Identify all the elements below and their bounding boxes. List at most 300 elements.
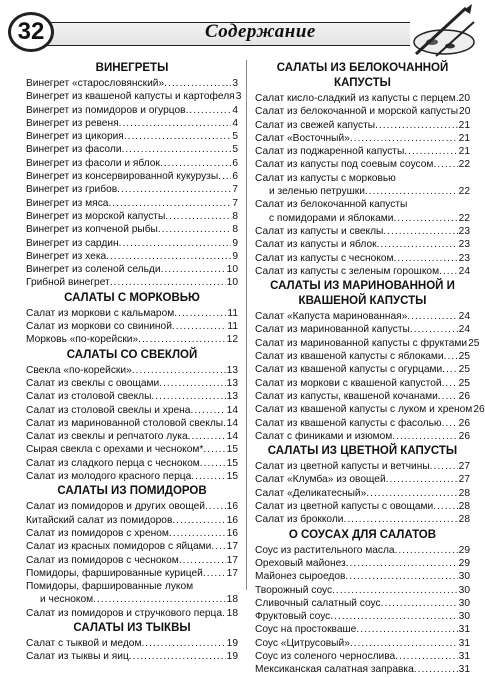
toc-entry[interactable] xyxy=(26,183,238,196)
entry-page-number: 5 xyxy=(232,131,238,143)
entry-title: Соус из растительного масла xyxy=(255,544,395,556)
contents-right-column xyxy=(255,60,485,677)
entry-page-number: 27 xyxy=(458,461,470,473)
entry-page-number: 10 xyxy=(226,277,238,289)
toc-entry[interactable] xyxy=(26,117,238,130)
entry-page-number: 13 xyxy=(226,377,238,389)
toc-entry[interactable] xyxy=(255,390,470,403)
entry-page-number: 21 xyxy=(458,146,470,158)
toc-entry[interactable] xyxy=(26,470,238,483)
dot-leader xyxy=(203,443,225,456)
entry-title: Салат из квашеной капусты с луком и хреном xyxy=(255,404,473,416)
toc-entry[interactable] xyxy=(255,212,470,225)
entry-title: Салат из квашеной капусты с фасолью xyxy=(255,417,442,429)
entry-page-number: 17 xyxy=(226,567,238,579)
toc-entry[interactable] xyxy=(26,430,238,443)
entry-page-number: 26 xyxy=(458,390,470,402)
toc-entry[interactable] xyxy=(255,544,470,557)
dot-leader xyxy=(365,185,458,198)
entry-title: Винегрет из консервированной кукурузы xyxy=(26,171,219,183)
toc-entry[interactable] xyxy=(255,460,470,473)
toc-entry[interactable] xyxy=(255,377,470,390)
entry-title: Салат из капусты и свеклы xyxy=(255,225,384,237)
toc-entry[interactable] xyxy=(255,92,470,105)
entry-title: Винегрет из цикория xyxy=(26,131,124,143)
entry-page-number: 5 xyxy=(232,144,238,156)
dot-leader xyxy=(161,263,226,276)
toc-entry[interactable] xyxy=(26,223,238,236)
entry-title: Винегрет из сардин xyxy=(26,237,119,249)
dot-leader xyxy=(172,320,227,333)
entry-title: Винегрет из помидоров и огурцов xyxy=(26,104,186,116)
dot-leader xyxy=(151,390,225,403)
dot-leader xyxy=(393,212,457,225)
entry-title: Салат из моркови со свининой xyxy=(26,321,172,333)
entry-title: Помидоры, фаршированные курицей xyxy=(26,567,203,579)
entry-page-number: 14 xyxy=(226,404,238,416)
dot-leader xyxy=(141,637,225,650)
toc-entry[interactable] xyxy=(255,310,470,323)
entry-title: Салат кисло-сладкий из капусты с перцем xyxy=(255,93,456,104)
dot-leader xyxy=(383,225,457,238)
entry-page-number: 15 xyxy=(226,457,238,469)
entry-page-number: 26 xyxy=(473,404,485,416)
toc-entry[interactable] xyxy=(255,158,470,171)
dot-leader xyxy=(392,430,457,443)
entry-title: Свекла «по-корейски» xyxy=(26,364,132,376)
entry-title: Салат «Деликатесный» xyxy=(255,487,367,499)
toc-entry[interactable] xyxy=(255,570,470,583)
entry-title: Соус на простокваше xyxy=(255,624,357,636)
toc-entry[interactable] xyxy=(26,500,238,513)
entry-page-number: 20 xyxy=(459,106,471,118)
section-heading: САЛАТЫ ИЗ ТЫКВЫ xyxy=(73,621,191,634)
entry-page-number: 8 xyxy=(232,224,238,236)
entry-title: и зеленью петрушки xyxy=(269,186,365,198)
entry-page-number: 11 xyxy=(227,321,238,333)
dot-leader xyxy=(442,363,457,376)
entry-title: Салат из белокочанной капусты xyxy=(255,199,408,211)
entry-title: Винегрет из хека xyxy=(26,250,107,262)
dot-leader xyxy=(132,364,226,377)
toc-entry[interactable] xyxy=(255,238,470,251)
toc-entry[interactable] xyxy=(26,417,238,430)
section-heading: О СОУСАХ ДЛЯ САЛАТОВ xyxy=(288,528,437,541)
toc-entry[interactable] xyxy=(26,554,238,567)
entry-title: Салат из капусты с зеленым горошком xyxy=(255,265,440,277)
entry-title: Салат из помидоров и стручкового перца xyxy=(26,607,223,619)
entry-page-number: 26 xyxy=(458,417,470,429)
dot-leader xyxy=(117,183,231,196)
entry-page-number: 29 xyxy=(458,557,470,569)
entry-page-number: 13 xyxy=(226,391,238,403)
dot-leader xyxy=(386,473,458,486)
entry-title: Салат «Клумба» из овощей xyxy=(255,474,386,486)
dot-leader xyxy=(191,470,225,483)
entry-title: Винегрет из соленой сельди xyxy=(26,264,161,276)
dot-leader xyxy=(164,77,231,90)
entry-title: Салат из красных помидоров с яйцами xyxy=(26,541,212,553)
entry-title: Грибной винегрет xyxy=(26,277,110,289)
dot-leader xyxy=(179,554,226,567)
dot-leader xyxy=(110,276,226,289)
entry-title: Винегрет из копченой рыбы xyxy=(26,224,158,236)
toc-entry[interactable] xyxy=(26,580,238,593)
toc-entry[interactable] xyxy=(26,276,238,289)
toc-entry[interactable] xyxy=(26,143,238,156)
entry-title: Винегрет из ревеня xyxy=(26,117,119,129)
toc-entry[interactable] xyxy=(255,637,470,650)
entry-page-number: 9 xyxy=(232,237,238,249)
dot-leader xyxy=(366,487,457,500)
entry-page-number: 25 xyxy=(458,364,470,376)
dot-leader xyxy=(350,132,458,145)
entry-title: Салат из капусты с морковью xyxy=(255,172,396,184)
toc-entry[interactable] xyxy=(255,145,470,158)
dot-leader xyxy=(160,157,231,170)
toc-entry[interactable] xyxy=(26,170,238,183)
entry-page-number: 9 xyxy=(232,250,238,262)
toc-entry[interactable] xyxy=(26,457,238,470)
toc-entry[interactable] xyxy=(255,185,470,198)
toc-entry[interactable] xyxy=(26,404,238,417)
dot-leader xyxy=(174,307,226,320)
entry-page-number: 3 xyxy=(232,78,238,89)
entry-title: Соус из соленого чернослива xyxy=(255,650,396,662)
page-header xyxy=(0,0,485,58)
entry-page-number: 24 xyxy=(458,324,470,336)
entry-page-number: 25 xyxy=(468,337,480,349)
entry-title: Салат из моркови с кальмаром xyxy=(26,307,175,319)
entry-page-number: 31 xyxy=(458,637,470,649)
entry-page-number: 18 xyxy=(226,594,238,606)
dot-leader xyxy=(404,145,457,158)
dot-leader xyxy=(395,650,457,663)
entry-page-number: 22 xyxy=(458,212,470,224)
toc-entry[interactable] xyxy=(255,417,470,430)
toc-entry[interactable] xyxy=(26,607,238,620)
entry-title: Винегрет из фасоли xyxy=(26,144,122,156)
entry-title: Сырая свекла с орехами и чесноком* xyxy=(26,444,204,456)
entry-title: с помидорами и яблоками xyxy=(269,212,394,224)
palette-brush-icon xyxy=(406,2,478,58)
entry-title: Салат из помидоров с чесноком xyxy=(26,554,179,566)
entry-page-number: 3 xyxy=(235,91,242,103)
toc-entry[interactable] xyxy=(255,473,470,486)
entry-page-number: 11 xyxy=(227,307,238,319)
toc-entry[interactable] xyxy=(255,513,470,526)
entry-page-number: 23 xyxy=(458,252,470,264)
dot-leader xyxy=(124,130,232,143)
entry-page-number: 19 xyxy=(226,637,238,649)
entry-title: Салат из столовой свеклы и хрена xyxy=(26,404,191,416)
entry-page-number: 22 xyxy=(458,186,470,198)
entry-page-number: 6 xyxy=(232,157,238,169)
entry-page-number: 27 xyxy=(458,474,470,486)
toc-entry[interactable] xyxy=(255,663,470,676)
dot-leader xyxy=(442,377,458,390)
entry-title: Китайский салат из помидоров xyxy=(26,514,173,526)
entry-page-number: 31 xyxy=(458,664,470,676)
toc-entry[interactable] xyxy=(255,623,470,636)
dot-leader xyxy=(108,197,231,210)
entry-title: Салат из белокочанной и морской капусты xyxy=(255,106,459,118)
entry-title: Салат из маринованной столовой свеклы xyxy=(26,417,224,429)
dot-leader xyxy=(375,119,458,132)
section-heading: САЛАТЫ ИЗ ЦВЕТНОЙ КАПУСТЫ xyxy=(267,445,458,458)
entry-title: Соус «Цитрусовый» xyxy=(255,637,350,649)
dot-leader xyxy=(203,567,226,580)
entry-title: Салат из тыквы и яиц xyxy=(26,651,129,663)
entry-title: Помидоры, фаршированные луком xyxy=(26,581,194,593)
entry-title: Майонез сыроедов xyxy=(255,571,346,583)
entry-title: Салат из молодого красного перца xyxy=(26,471,192,483)
dot-leader xyxy=(205,500,226,513)
entry-title: Салат с финиками и изюмом xyxy=(255,430,393,442)
toc-entry[interactable] xyxy=(255,430,470,443)
entry-page-number: 22 xyxy=(458,159,470,171)
entry-title: Салат из цветной капусты с овощами xyxy=(255,501,434,513)
dot-leader xyxy=(165,210,231,223)
entry-page-number: 25 xyxy=(458,377,470,389)
toc-entry[interactable] xyxy=(26,390,238,403)
dot-leader xyxy=(381,597,458,610)
dot-leader xyxy=(218,170,231,183)
entry-page-number: 8 xyxy=(232,210,238,222)
entry-page-number: 10 xyxy=(226,264,238,276)
entry-title: Салат из помидоров и других овощей xyxy=(26,501,205,513)
dot-leader xyxy=(138,333,226,346)
entry-page-number: 21 xyxy=(458,119,470,131)
entry-title: Салат из капусты и яблок xyxy=(255,239,377,251)
entry-title: и чесноком xyxy=(40,594,94,606)
toc-entry[interactable] xyxy=(26,250,238,263)
entry-page-number: 19 xyxy=(226,651,238,663)
dot-leader xyxy=(332,584,458,597)
dot-leader xyxy=(343,513,457,526)
entry-title: Салат из свеклы и репчатого лука xyxy=(26,431,188,443)
toc-entry[interactable] xyxy=(255,252,470,265)
dot-leader xyxy=(345,570,457,583)
entry-page-number: 7 xyxy=(232,184,238,196)
entry-title: Винегрет «старословянский» xyxy=(26,78,165,89)
entry-page-number: 20 xyxy=(458,93,470,104)
entry-title: Мексиканская салатная заправка xyxy=(255,664,414,676)
toc-entry[interactable] xyxy=(255,198,470,211)
entry-title: Салат из брокколи xyxy=(255,514,344,526)
toc-entry[interactable] xyxy=(255,500,470,513)
entry-title: Салат из столовой свеклы xyxy=(26,391,152,403)
section-heading: САЛАТЫ ИЗ БЕЛОКОЧАННОЙ КАПУСТЫ xyxy=(276,62,449,89)
dot-leader xyxy=(119,237,232,250)
contents-left-column xyxy=(26,60,242,664)
entry-page-number: 14 xyxy=(226,431,238,443)
entry-title: Ореховый майонез xyxy=(255,557,346,569)
entry-title: Морковь «по-корейски» xyxy=(26,334,139,346)
toc-entry[interactable] xyxy=(26,320,238,333)
entry-page-number: 28 xyxy=(458,501,470,513)
toc-entry[interactable] xyxy=(255,132,470,145)
dot-leader xyxy=(122,143,232,156)
dot-leader xyxy=(159,377,225,390)
entry-page-number: 15 xyxy=(226,444,238,456)
dot-leader xyxy=(190,404,225,417)
entry-title: Винегрет из квашеной капусты и картофеля xyxy=(26,91,235,103)
entry-page-number: 23 xyxy=(458,225,470,237)
entry-title: Салат из капусты с чесноком xyxy=(255,252,394,264)
dot-leader xyxy=(433,158,457,171)
dot-leader xyxy=(394,252,458,265)
entry-title: Винегрет из фасоли и яблок xyxy=(26,157,160,169)
entry-page-number: 23 xyxy=(458,239,470,251)
dot-leader xyxy=(350,637,458,650)
toc-entry[interactable] xyxy=(255,597,470,610)
entry-title: Салат из квашеной капусты с яблоками xyxy=(255,351,444,363)
toc-entry[interactable] xyxy=(255,350,470,363)
dot-leader xyxy=(129,650,226,663)
dot-leader xyxy=(346,557,458,570)
entry-title: Салат из свеклы с овощами xyxy=(26,377,160,389)
entry-page-number: 16 xyxy=(226,514,238,526)
entry-title: Салат с тыквой и медом xyxy=(26,637,142,649)
toc-entry[interactable] xyxy=(255,323,470,336)
dot-leader xyxy=(188,430,226,443)
entry-page-number: 30 xyxy=(458,584,470,596)
entry-title: Салат из поджаренной капусты xyxy=(255,146,405,158)
toc-entry[interactable] xyxy=(255,584,470,597)
entry-page-number: 18 xyxy=(226,607,238,619)
entry-page-number: 15 xyxy=(226,471,238,483)
dot-leader xyxy=(200,457,226,470)
toc-entry[interactable] xyxy=(26,514,238,527)
entry-page-number: 30 xyxy=(458,597,470,609)
entry-title: Салат из квашеной капусты с огурцами xyxy=(255,364,443,376)
toc-entry[interactable] xyxy=(255,557,470,570)
entry-page-number: 16 xyxy=(226,527,238,539)
toc-entry[interactable] xyxy=(26,593,238,606)
toc-entry[interactable] xyxy=(26,104,238,117)
dot-leader xyxy=(377,238,458,251)
entry-page-number: 13 xyxy=(226,364,238,376)
entry-page-number: 12 xyxy=(226,334,238,346)
dot-leader xyxy=(442,417,458,430)
toc-entry[interactable] xyxy=(255,650,470,663)
dot-leader xyxy=(439,265,458,278)
entry-page-number: 21 xyxy=(458,132,470,144)
entry-title: Салат из моркови с квашеной капустой xyxy=(255,377,442,389)
section-heading: САЛАТЫ ИЗ ПОМИДОРОВ xyxy=(57,485,207,498)
toc-entry[interactable] xyxy=(26,567,238,580)
entry-page-number: 28 xyxy=(458,487,470,499)
entry-title: Салат из сладкого перца с чесноком xyxy=(26,457,200,469)
toc-entry[interactable] xyxy=(255,225,470,238)
entry-title: Салат «Восточный» xyxy=(255,132,350,144)
page-number-badge: 32 xyxy=(8,12,54,52)
entry-page-number: 31 xyxy=(458,650,470,662)
toc-entry[interactable] xyxy=(255,403,485,416)
dot-leader xyxy=(119,117,232,130)
section-heading: САЛАТЫ ИЗ МАРИНОВАННОЙ И КВАШЕНОЙ КАПУСТЫ xyxy=(270,280,455,308)
toc-entry[interactable] xyxy=(255,105,470,118)
entry-title: Салат из цветной капусты и ветчины xyxy=(255,461,430,473)
toc-entry[interactable] xyxy=(26,333,238,346)
entry-page-number: 7 xyxy=(232,197,238,209)
entry-page-number: 6 xyxy=(232,171,238,183)
toc-entry[interactable] xyxy=(255,487,470,500)
toc-entry[interactable] xyxy=(26,540,238,553)
toc-entry[interactable] xyxy=(26,90,242,103)
entry-page-number: 24 xyxy=(458,311,470,323)
dot-leader xyxy=(330,610,457,623)
toc-entry[interactable] xyxy=(26,527,238,540)
toc-entry[interactable] xyxy=(255,337,480,350)
dot-leader xyxy=(407,310,457,323)
toc-entry[interactable] xyxy=(26,197,238,210)
toc-entry[interactable] xyxy=(255,265,470,278)
entry-title: Салат из капусты под соевым соусом xyxy=(255,159,434,171)
toc-entry[interactable] xyxy=(26,263,238,276)
dot-leader xyxy=(410,323,458,336)
toc-entry[interactable] xyxy=(255,610,470,623)
entry-title: Винегрет из грибов xyxy=(26,184,118,196)
dot-leader xyxy=(430,460,458,473)
dot-leader xyxy=(395,544,458,557)
entry-page-number: 29 xyxy=(458,544,470,556)
entry-title: Творожный соус xyxy=(255,584,333,596)
entry-title: Сливочный салатный соус xyxy=(255,597,381,609)
toc-entry[interactable] xyxy=(26,210,238,223)
entry-title: Винегрет из мяса xyxy=(26,197,109,209)
dot-leader xyxy=(93,593,226,606)
dot-leader xyxy=(172,514,225,527)
column-divider xyxy=(246,60,247,590)
page-title: Содержание xyxy=(205,21,316,42)
entry-title: Салат из маринованной капусты xyxy=(255,324,410,336)
dot-leader xyxy=(106,250,231,263)
entry-page-number: 30 xyxy=(458,611,470,623)
entry-title: Винегрет из морской капусты xyxy=(26,210,166,222)
toc-entry[interactable] xyxy=(26,650,238,663)
toc-entry[interactable] xyxy=(26,307,238,320)
dot-leader xyxy=(414,663,458,676)
toc-entry[interactable] xyxy=(26,637,238,650)
toc-entry[interactable] xyxy=(26,130,238,143)
entry-page-number: 14 xyxy=(226,417,238,429)
entry-page-number: 25 xyxy=(458,351,470,363)
dot-leader xyxy=(158,223,231,236)
entry-title: Салат из капусты, квашеной кочанами xyxy=(255,390,438,402)
entry-page-number: 28 xyxy=(458,514,470,526)
entry-title: Фруктовый соус xyxy=(255,611,331,623)
dot-leader xyxy=(433,500,457,513)
toc-entry[interactable] xyxy=(26,443,238,456)
toc-entry[interactable] xyxy=(26,377,238,390)
dot-leader xyxy=(211,540,225,553)
entry-page-number: 4 xyxy=(232,104,238,116)
entry-title: Салат «Капуста маринованная» xyxy=(255,311,408,323)
toc-entry[interactable] xyxy=(255,119,470,132)
toc-entry[interactable] xyxy=(26,237,238,250)
entry-page-number: 17 xyxy=(226,554,238,566)
dot-leader xyxy=(186,104,232,117)
dot-leader xyxy=(356,623,457,636)
entry-page-number: 16 xyxy=(226,501,238,513)
toc-entry[interactable] xyxy=(255,363,470,376)
toc-entry[interactable] xyxy=(26,77,238,90)
toc-entry[interactable] xyxy=(26,157,238,170)
toc-entry[interactable] xyxy=(255,172,470,185)
toc-entry[interactable] xyxy=(26,364,238,377)
